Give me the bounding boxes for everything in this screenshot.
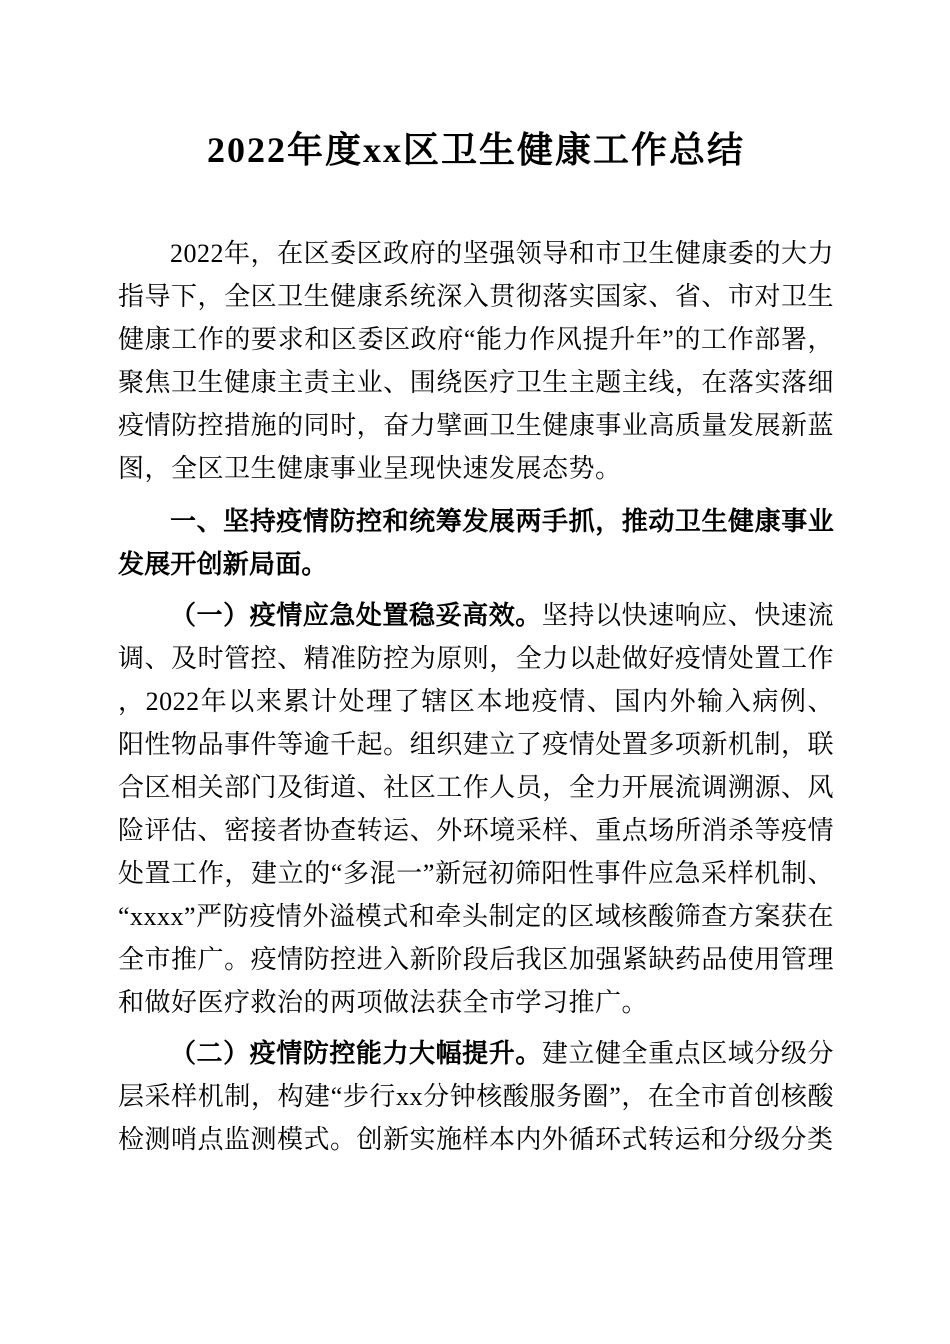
section-2-body: 建立健全重点区域分级分层采样机制，构建“步行xx分钟核酸服务圈”，在全市首创核酸检测哨点监测模式。创新实施样本内外循环式转运和分级分类 <box>118 1039 834 1154</box>
section-1-body: 坚持以快速响应、快速流调、及时管控、精准防控为原则，全力以赴做好疫情处置工作，2022年以来累计处理了辖区本地疫情、国内外输入病例、阳性物品事件等逾千起。组织建立了疫情处置多项新机制，联合区相关部门及街道、社区工作人员，全力开展流调溯源、风险评估、密接者协查转运、外环境采样、重点场所消杀等疫情处置工作，建立的“多混一”新冠初筛阳性事件应急采样机制、“xxxx”严防疫情外溢模式和牵头制定的区域核酸筛查方案获在全市推广。疫情防控进入新阶段后我区加强紧缺药品使用管理和做好医疗救治的两项做法获全市学习推广。 <box>118 601 834 1017</box>
section-1-lead: （一）疫情应急处置稳妥高效。 <box>170 601 542 630</box>
section-heading-1: 一、坚持疫情防控和统筹发展两手抓，推动卫生健康事业发展开创新局面。 <box>118 506 834 579</box>
paragraph-section-1 <box>118 594 834 1024</box>
section-2-lead: （二）疫情防控能力大幅提升。 <box>170 1039 542 1068</box>
document-title: 2022年度xx区卫生健康工作总结 <box>206 130 745 170</box>
paragraph-intro: 2022年，在区委区政府的坚强领导和市卫生健康委的大力指导下，全区卫生健康系统深入贯彻落实国家、省、市对卫生健康工作的要求和区委区政府“能力作风提升年”的工作部署，聚焦卫生健康主责主业、围绕医疗卫生主题主线，在落实落细疫情防控措施的同时，奋力擘画卫生健康事业高质量发展新蓝图，全区卫生健康事业呈现快速发展态势。 <box>118 239 834 483</box>
paragraph-section-2 <box>118 1032 834 1161</box>
